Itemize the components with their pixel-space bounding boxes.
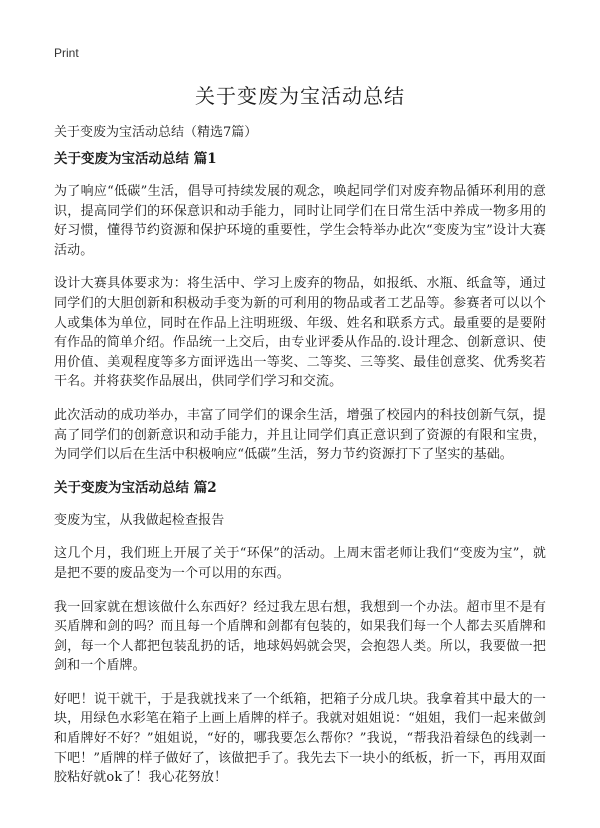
section-heading: 关于变废为宝活动总结 篇2 [54, 479, 217, 496]
section-2 [54, 479, 546, 788]
document-subtitle: 关于变废为宝活动总结（精选7篇） [54, 125, 258, 140]
page-title: 关于变废为宝活动总结 [195, 84, 405, 108]
paragraph: 我一回家就在想该做什么东西好？经过我左思右想，我想到一个办法。超市里不是有买盾牌和剑的吗？而且每一个盾牌和剑都有包装的，如果我们每一个人都去买盾牌和剑，每一个人都把包装乱扔的话，地球妈妈就会哭，会抱怨人类。所以，我要做一把剑和一个盾牌。 [54, 599, 546, 674]
paragraph: 设计大赛具体要求为：将生活中、学习上废弃的物品，如报纸、水瓶、纸盒等，通过同学们的大胆创新和积极动手变为新的可利用的物品或者工艺品等。参赛者可以以个人或集体为单位，同时在作品上注明班级、年级、姓名和联系方式。最重要的是要附有作品的简单介绍。作品统一上交后，由专业评委从作品的.设计理念、创新意识、使用价值、美观程度等多方面评选出一等奖、二等奖、三等奖、最佳创意奖、优秀奖若干名。并将获奖作品展出，供同学们学习和交流。 [54, 276, 546, 390]
section-heading: 关于变废为宝活动总结 篇1 [54, 151, 217, 167]
document-body [54, 150, 546, 802]
paragraph: 为了响应“低碳”生活，倡导可持续发展的观念，唤起同学们对废弃物品循环利用的意识，提高同学们的环保意识和动手能力，同时让同学们在日常生活中养成一物多用的好习惯，懂得节约资源和保护环境的重要性，学生会特举办此次“变废为宝”设计大赛活动。 [54, 184, 546, 258]
section-1 [54, 150, 546, 465]
paragraph: 好吧！说干就干，于是我就找来了一个纸箱，把箱子分成几块。我拿着其中最大的一块，用绿色水彩笔在箱子上画上盾牌的样子。我就对姐姐说：“姐姐，我们一起来做剑和盾牌好不好？”姐姐说，“好的，哪我要怎么帮你？”我说，“帮我沿着绿色的线剥一下吧！”盾牌的样子做好了，该做把手了。我先去下一块小的纸板，折一下，再用双面胶粘好就ok了！我心花努放！ [54, 691, 546, 786]
print-link[interactable]: Print [54, 46, 79, 60]
paragraph: 这几个月，我们班上开展了关于“环保”的活动。上周末雷老师让我们“变废为宝”，就是把不要的废品变为一个可以用的东西。 [54, 546, 546, 581]
paragraph: 此次活动的成功举办，丰富了同学们的课余生活，增强了校园内的科技创新气氛，提高了同学们的创新意识和动手能力，并且让同学们真正意识到了资源的有限和宝贵，为同学们以后在生活中积极响应“低碳”生活，努力节约资源打下了坚实的基础。 [54, 407, 546, 463]
paragraph: 变废为宝，从我做起检查报告 [54, 512, 225, 528]
